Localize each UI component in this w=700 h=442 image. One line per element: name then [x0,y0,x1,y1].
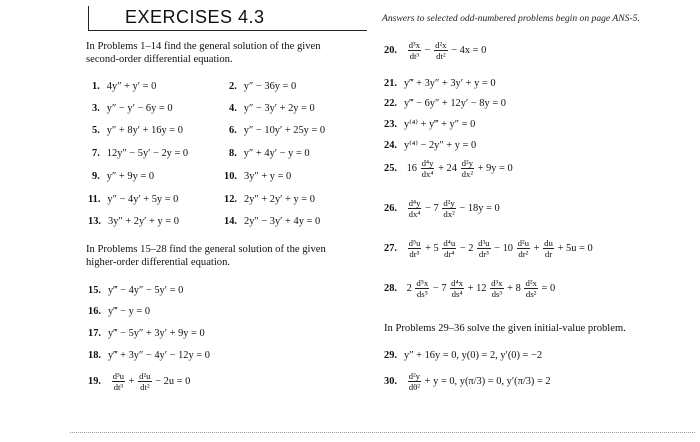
operator: + 8 [507,282,521,294]
denominator: dx⁴ [408,209,421,219]
problem-4 [229,103,315,114]
equation: 3y″ + y = 0 [244,171,292,182]
fraction [477,238,490,259]
problem-number: 5. [92,125,100,136]
numerator: d³x [408,40,421,50]
equation: y″ + 4y′ − y = 0 [243,148,310,159]
equation: y″ − y′ − 6y = 0 [106,103,173,114]
fraction [408,40,421,61]
problem-29 [384,350,542,361]
problem-27 [384,238,593,259]
numerator: d⁴x [451,278,464,288]
problem-19 [88,371,190,392]
fraction [421,158,435,179]
fraction [408,371,421,392]
operator: + 12 [467,282,487,294]
equation: y‴ − y = 0 [108,306,151,317]
problem-number: 29. [384,350,397,361]
problem-12 [224,194,315,205]
equation-tail: = 0 [541,282,556,294]
denominator: dx² [443,209,455,219]
problem-16 [88,306,150,317]
equation-tail: − 4x = 0 [451,44,487,56]
problem-21 [384,78,496,89]
equation: y″ − 10y′ + 25y = 0 [243,125,326,136]
problem-number: 22. [384,98,397,109]
numerator: d²u [517,238,530,248]
problem-number: 17. [88,328,101,339]
denominator: ds³ [491,289,503,299]
operator: − 7 [425,202,439,214]
equation-tail: + 9y = 0 [477,162,513,174]
equation-tail: + y = 0, y(π/3) = 0, y′(π/3) = 2 [424,375,551,387]
denominator: dx⁴ [421,169,434,179]
equation: y‴ − 5y″ + 3y′ + 9y = 0 [108,328,205,339]
problem-25 [384,158,513,179]
problem-number: 11. [88,194,101,205]
problem-13 [88,216,179,227]
operator: + [128,375,135,387]
intro-line: In Problems 15–28 find the general solution of the given [86,244,326,255]
denominator: dr³ [478,249,489,259]
intro-problems-1-14 [86,40,321,66]
equation: y″ + 9y = 0 [106,171,155,182]
operator: + [533,242,540,254]
equation: y″ + 8y′ + 16y = 0 [106,125,183,136]
problem-number: 19. [88,375,101,387]
problem-26 [384,198,500,219]
problem-number: 4. [229,103,237,114]
denominator: dr [544,249,553,259]
numerator: d²y [443,198,455,208]
problem-6 [229,125,325,136]
operator: − 2 [459,242,474,254]
fraction [517,238,530,259]
problem-18 [88,350,210,361]
problem-number: 7. [92,148,100,159]
fraction [450,278,464,299]
operator: + 24 [438,162,457,174]
equation: 2y″ + 2y′ + y = 0 [244,194,315,205]
denominator: dr² [518,249,529,259]
numerator: d³x [491,278,503,288]
numerator: d⁴y [421,158,434,168]
coefficient: 16 [406,162,417,174]
operator: − [424,44,431,56]
denominator: ds⁴ [451,289,463,299]
equation-tail: − 18y = 0 [459,202,500,214]
denominator: ds² [525,289,537,299]
problem-30 [384,371,551,392]
fraction [524,278,537,299]
operator: − 7 [432,282,447,294]
problem-23 [384,118,475,130]
intro-line: second-order differential equation. [86,54,233,65]
equation: y″ + 16y = 0, y(0) = 2, y′(0) = −2 [404,350,543,361]
problem-number: 2. [229,81,237,92]
coefficient: 2 [406,282,412,294]
intro-problems-29-36 [384,322,626,335]
equation: y‴ − 4y″ − 5y′ = 0 [108,285,184,296]
section-title: EXERCISES 4.3 [125,7,265,27]
denominator: dx² [461,169,473,179]
fraction [442,238,456,259]
numerator: du [544,238,553,248]
problem-24 [384,139,476,151]
fraction [490,278,503,299]
equation: y‴ + 3y″ + 3y′ + y = 0 [404,78,496,89]
numerator: d⁵u [408,238,421,248]
problem-number: 12. [224,194,237,205]
footer-divider [70,432,695,437]
problem-10 [224,171,291,182]
problem-number: 13. [88,216,101,227]
fraction [461,158,474,179]
equation: y″ − 3y′ + 2y = 0 [243,103,315,114]
header-title-box [88,6,367,31]
problem-20 [384,40,486,61]
denominator: dθ² [408,382,420,392]
equation-tail: + 5u = 0 [557,242,593,254]
problem-number: 16. [88,306,101,317]
equation-tail: − 2u = 0 [155,375,191,387]
equation: y‴ + 3y″ − 4y′ − 12y = 0 [108,350,210,361]
problem-1 [92,81,156,92]
intro-problems-15-28 [86,243,326,269]
numerator: d²x [525,278,537,288]
fraction [408,198,422,219]
problem-8 [229,148,310,159]
denominator: dt³ [409,51,420,61]
problem-11 [88,194,178,205]
problem-number: 10. [224,171,237,182]
equation: y″ − 36y = 0 [243,81,297,92]
intro-line: In Problems 1–14 find the general solution of the given [86,41,321,52]
problem-number: 6. [229,125,237,136]
problem-14 [224,216,320,227]
problem-9 [92,171,154,182]
denominator: dt² [140,382,150,392]
fraction [434,40,447,61]
equation: 4y″ + y′ = 0 [106,81,157,92]
numerator: d⁴y [408,198,421,208]
problem-number: 3. [92,103,100,114]
numerator: d³u [112,371,125,381]
problem-22 [384,98,506,109]
denominator: dt² [436,51,446,61]
fraction [415,278,429,299]
problem-number: 1. [92,81,100,92]
problem-number: 26. [384,202,397,214]
problem-number: 14. [224,216,237,227]
numerator: d⁴u [443,238,456,248]
fraction [138,371,151,392]
problem-number: 21. [384,78,397,89]
problem-number: 28. [384,282,397,294]
exercises-header [88,6,696,32]
equation: y‴ − 6y″ + 12y′ − 8y = 0 [404,98,506,109]
numerator: d²y [408,371,421,381]
problem-2 [229,81,296,92]
equation: 12y″ − 5y′ − 2y = 0 [106,148,189,159]
numerator: d²x [435,40,447,50]
problem-number: 25. [384,162,397,174]
problem-number: 9. [92,171,100,182]
problem-28 [384,278,555,299]
numerator: d²y [461,158,473,168]
equation: 3y″ + 2y′ + y = 0 [108,216,179,227]
fraction [442,198,455,219]
equation: y″ − 4y′ + 5y = 0 [107,194,179,205]
problem-17 [88,328,205,339]
equation: y⁽⁴⁾ + y‴ + y″ = 0 [404,119,476,130]
problem-5 [92,125,183,136]
numerator: d³u [478,238,490,248]
problem-number: 27. [384,242,397,254]
fraction [112,371,125,392]
problem-number: 8. [229,148,237,159]
problem-7 [92,148,188,159]
equation: 2y″ − 3y′ + 4y = 0 [244,216,321,227]
answers-note: Answers to selected odd-numbered problems begin on page ANS-5. [382,13,640,24]
equation: y⁽⁴⁾ − 2y″ + y = 0 [404,140,477,151]
numerator: d²u [139,371,151,381]
denominator: ds⁵ [416,289,428,299]
operator: − 10 [494,242,514,254]
denominator: dr⁵ [409,249,420,259]
problem-number: 23. [384,119,397,130]
problem-number: 30. [384,375,397,387]
denominator: dr⁴ [444,249,455,259]
fraction [543,238,554,259]
operator: + 5 [425,242,439,254]
problem-3 [92,103,173,114]
numerator: d⁵x [416,278,429,288]
problem-number: 18. [88,350,101,361]
intro-line: higher-order differential equation. [86,257,231,268]
denominator: dt³ [113,382,124,392]
fraction [408,238,422,259]
problem-number: 15. [88,285,101,296]
problem-number: 20. [384,44,397,56]
intro-line: In Problems 29–36 solve the given initial-value problem. [384,323,626,334]
problem-15 [88,285,183,296]
problem-number: 24. [384,140,397,151]
